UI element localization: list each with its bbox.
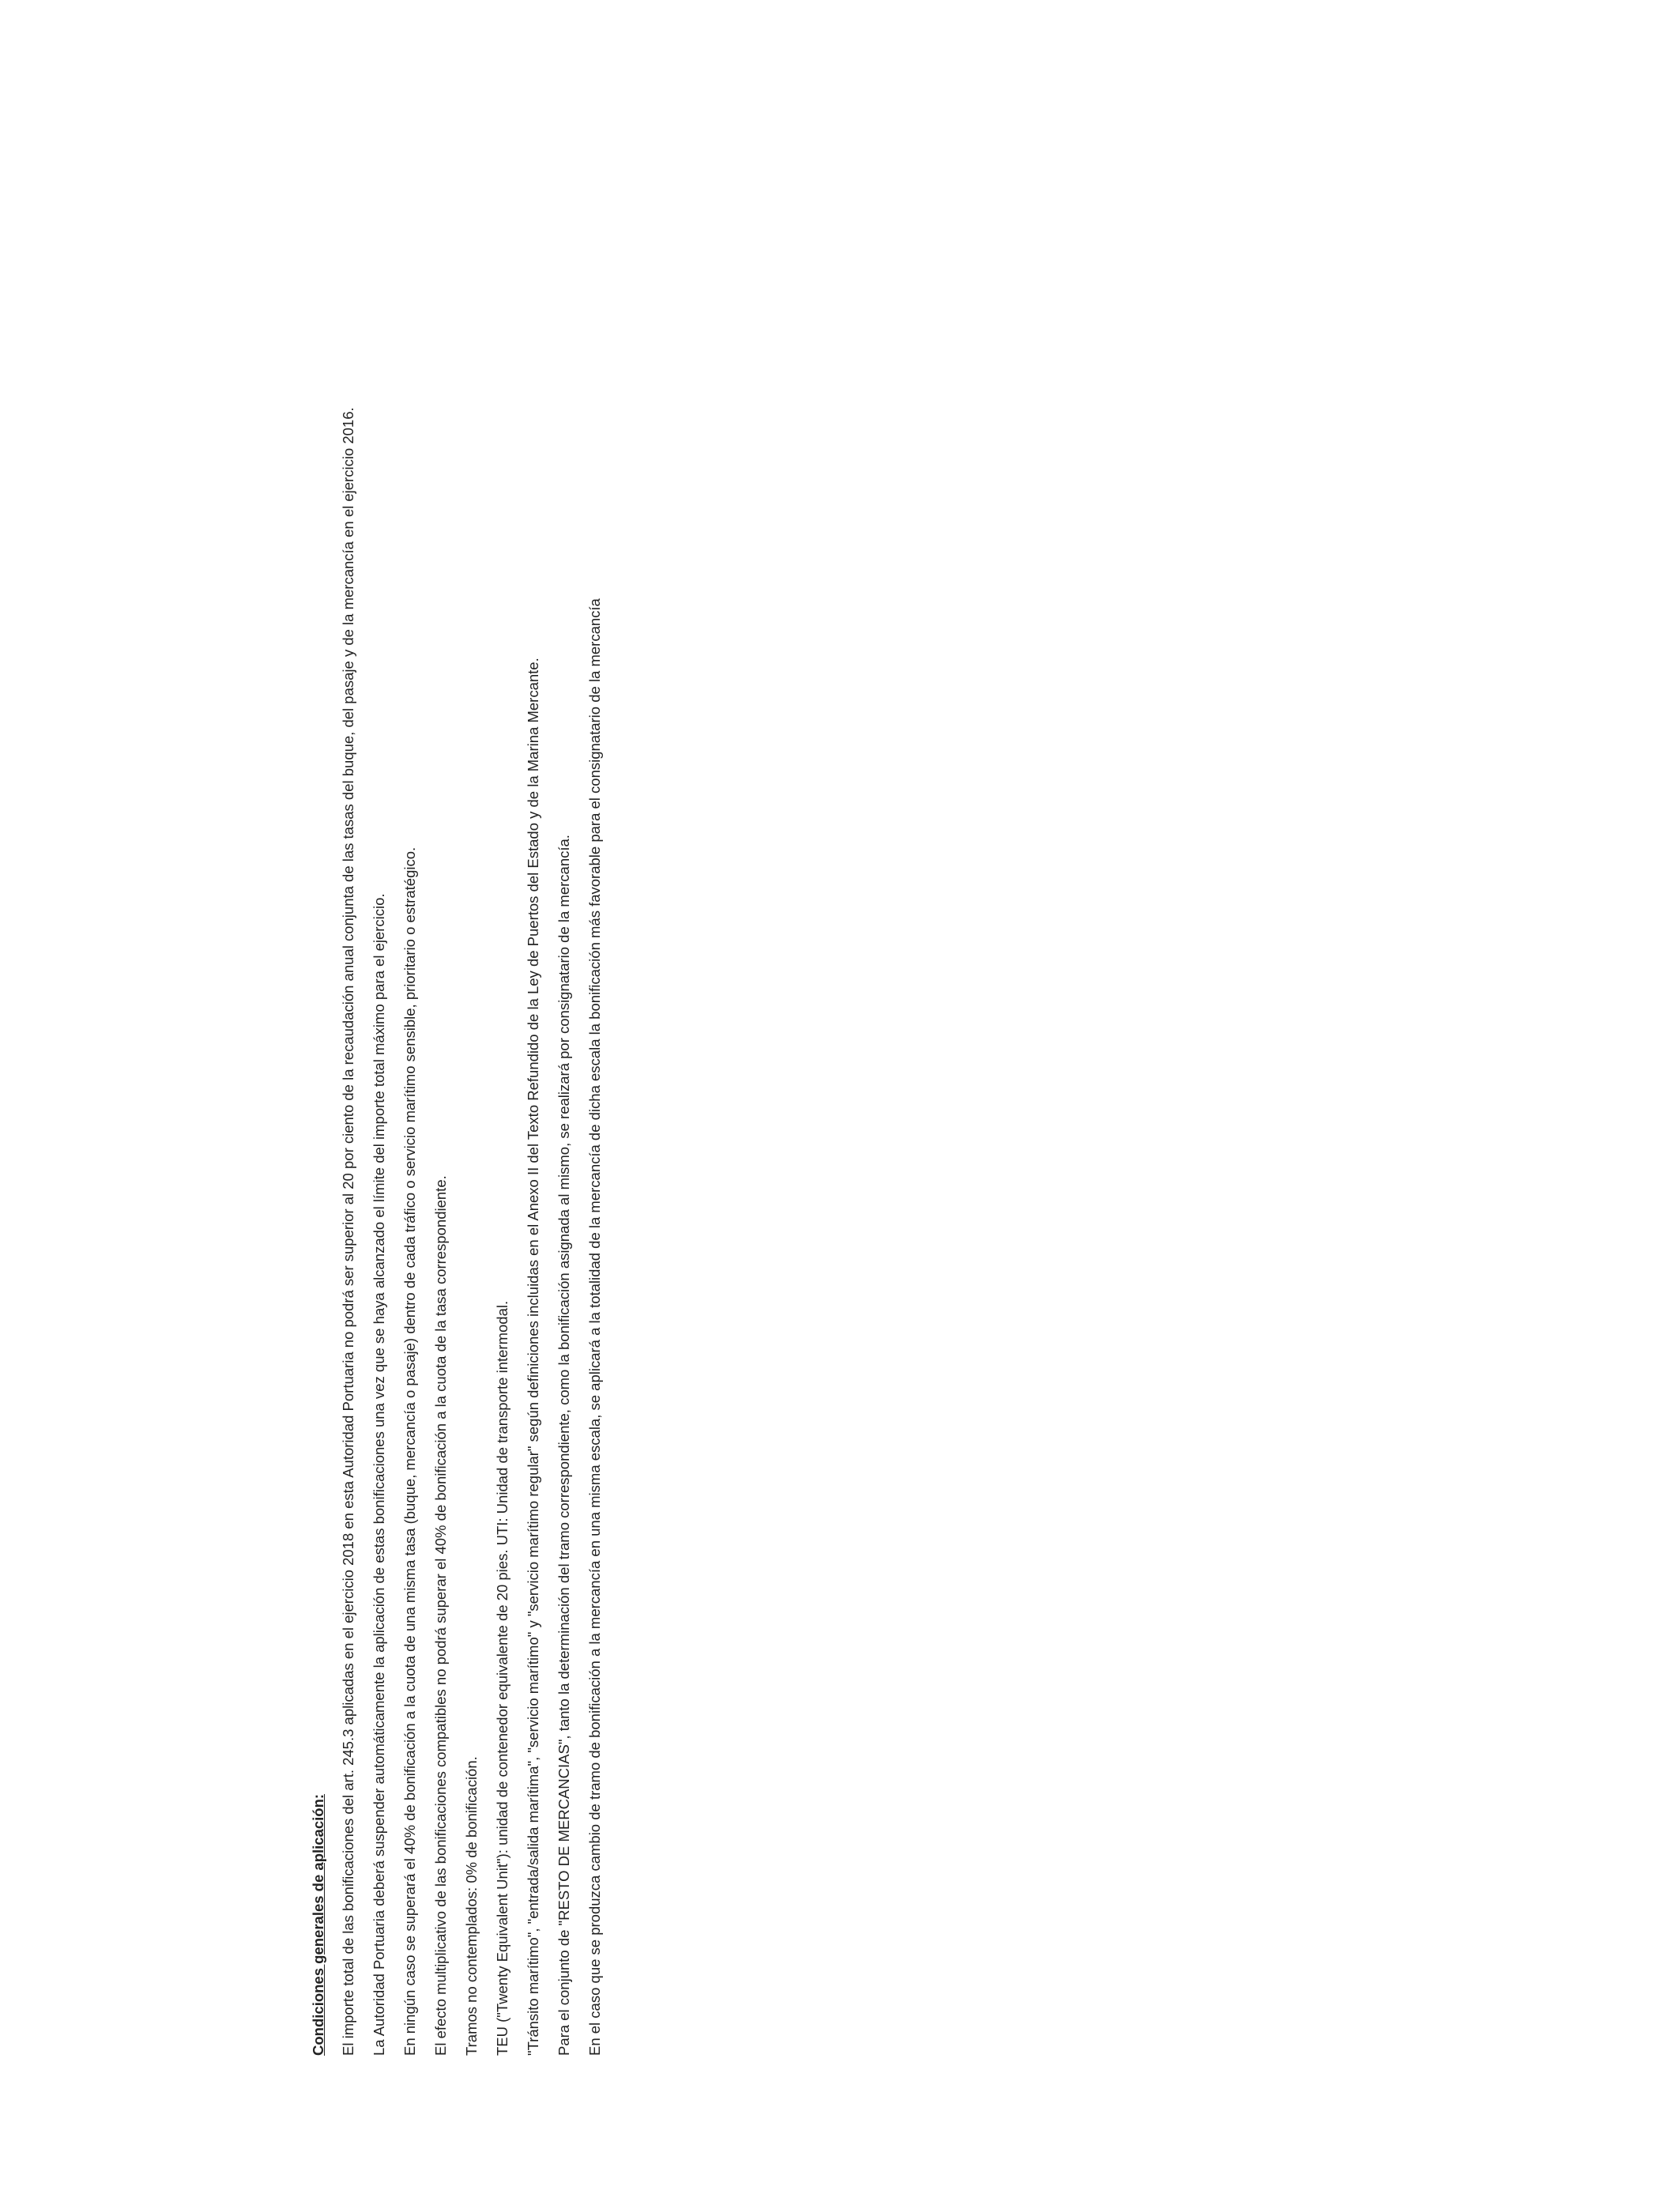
- paragraph-teu: TEU ("Twenty Equivalent Unit"): unidad de contenedor equivalente de 20 pies. UTI: Unidad de transporte intermodal.: [494, 1300, 510, 2056]
- section-heading: Condiciones generales de aplicación:: [310, 1793, 326, 2056]
- paragraph-definitions: "Tránsito marítimo", "entrada/salida marítima", "servicio marítimo" y "servicio marítimo regular" según definiciones incluidas en el Anexo II del Texto Refundido de la Ley de Puertos del Estado y de la Marina Mercante.: [525, 658, 541, 2056]
- paragraph-total-limit: El importe total de las bonificaciones del art. 245.3 aplicadas en el ejercicio 2018 en esta Autoridad Portuaria no podrá ser superior al 20 por ciento de la recaudación anual conjunta de las tasas del buque, del pasaje y de la mercancía en el ejercicio 2016.: [340, 407, 356, 2056]
- paragraph-tramos: Tramos no contemplados: 0% de bonificación.: [463, 1756, 480, 2056]
- paragraph-suspension: La Autoridad Portuaria deberá suspender automáticamente la aplicación de estas bonificaciones una vez que se haya alcanzado el límite del importe total máximo para el ejercicio.: [371, 893, 387, 2056]
- conditions-section: [310, 407, 617, 2056]
- paragraph-max-40: En ningún caso se superará el 40% de bonificación a la cuota de una misma tasa (buque, mercancía o pasaje) dentro de cada tráfico o servicio marítimo sensible, prioritario o estratégico.: [401, 846, 418, 2056]
- paragraph-multiplicative: El efecto multiplicativo de las bonificaciones compatibles no podrá superar el 40% de bonificación a la cuota de la tasa correspondiente.: [432, 1175, 449, 2056]
- paragraph-cambio-tramo: En el caso que se produzca cambio de tramo de bonificación a la mercancía en una misma escala, se aplicará a la totalidad de la mercancía de dicha escala la bonificación más favorable para el consignatario de la mercancía: [586, 598, 603, 2056]
- paragraph-resto-mercancias: Para el conjunto de "RESTO DE MERCANCIAS", tanto la determinación del tramo correspondiente, como la bonificación asignada al mismo, se realizará por consignatario de la mercancía.: [556, 835, 572, 2056]
